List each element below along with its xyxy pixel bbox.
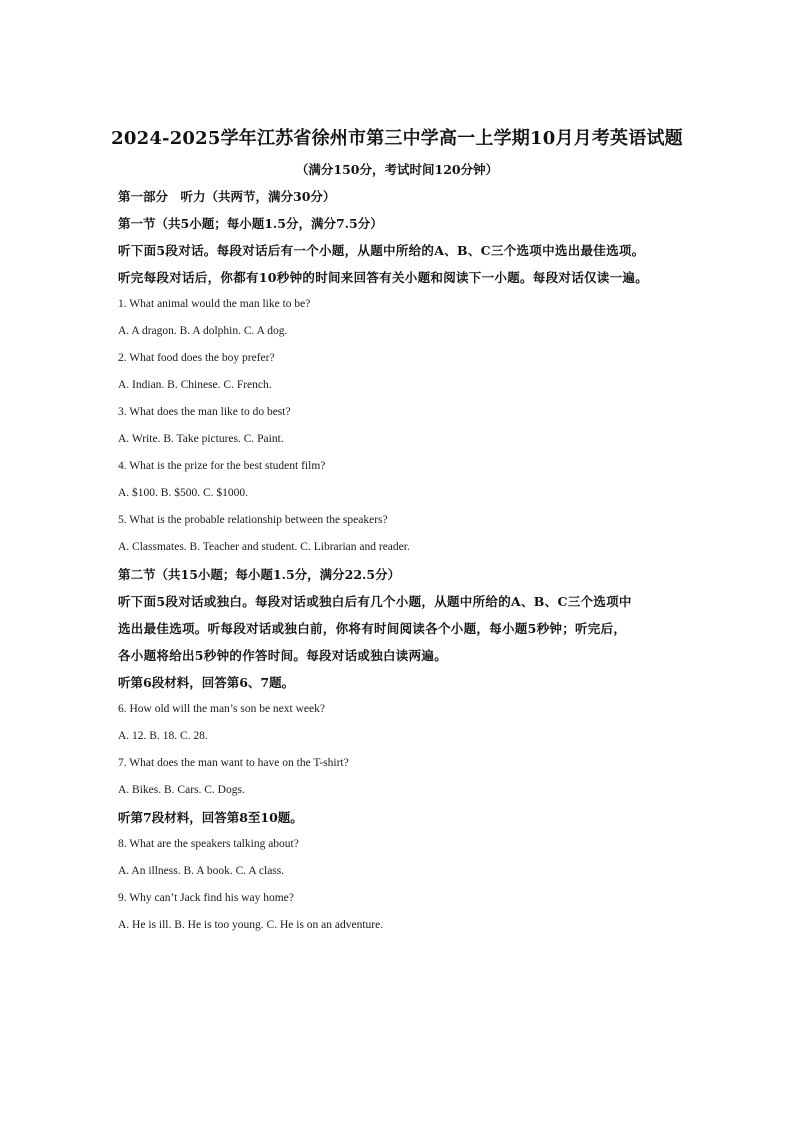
question-1: 1. What animal would the man like to be? [118, 298, 311, 310]
section2-instruction-line: 选出最佳选项。听每段对话或独白前，你将有时间阅读各个小题，每小题5秒钟；听完后， [118, 621, 627, 636]
part1-heading: 第一部分 听力（共两节，满分30分） [118, 189, 336, 204]
question-9: 9. Why can’t Jack find his way home? [118, 892, 294, 904]
question-7: 7. What does the man want to have on the T-shirt? [118, 757, 349, 769]
question-6-options: A. 12. B. 18. C. 28. [118, 730, 208, 742]
question-8: 8. What are the speakers talking about? [118, 838, 299, 850]
question-4: 4. What is the prize for the best student film? [118, 460, 326, 472]
section1-instruction-line: 听下面5段对话。每段对话后有一个小题，从题中所给的A、B、C三个选项中选出最佳选项。 [118, 243, 645, 258]
group7-heading: 听第7段材料，回答第8至10题。 [118, 810, 303, 825]
section2-instruction-line: 各小题将给出5秒钟的作答时间。每段对话或独白读两遍。 [118, 648, 447, 663]
question-3-options: A. Write. B. Take pictures. C. Paint. [118, 433, 284, 445]
question-2: 2. What food does the boy prefer? [118, 352, 275, 364]
question-2-options: A. Indian. B. Chinese. C. French. [118, 379, 272, 391]
group6-heading: 听第6段材料，回答第6、7题。 [118, 675, 295, 690]
question-4-options: A. $100. B. $500. C. $1000. [118, 487, 249, 499]
exam-subtitle: （满分150分，考试时间120分钟） [295, 162, 499, 177]
question-7-options: A. Bikes. B. Cars. C. Dogs. [118, 784, 245, 796]
question-5: 5. What is the probable relationship between the speakers? [118, 514, 388, 526]
section1-instruction-line: 听完每段对话后，你都有10秒钟的时间来回答有关小题和阅读下一小题。每段对话仅读一遍。 [118, 270, 648, 285]
section1-heading: 第一节（共5小题；每小题1.5分，满分7.5分） [118, 216, 383, 231]
section2-heading: 第二节（共15小题；每小题1.5分，满分22.5分） [118, 567, 401, 582]
question-5-options: A. Classmates. B. Teacher and student. C. Librarian and reader. [118, 541, 410, 553]
question-6: 6. How old will the man’s son be next week? [118, 703, 325, 715]
section2-instruction-line: 听下面5段对话或独白。每段对话或独白后有几个小题，从题中所给的A、B、C三个选项中 [118, 594, 632, 609]
question-8-options: A. An illness. B. A book. C. A class. [118, 865, 285, 877]
question-3: 3. What does the man like to do best? [118, 406, 291, 418]
exam-title: 2024-2025学年江苏省徐州市第三中学高一上学期10月月考英语试题 [111, 128, 683, 149]
question-1-options: A. A dragon. B. A dolphin. C. A dog. [118, 325, 288, 337]
question-9-options: A. He is ill. B. He is too young. C. He is on an adventure. [118, 919, 384, 931]
exam-content [118, 183, 718, 939]
